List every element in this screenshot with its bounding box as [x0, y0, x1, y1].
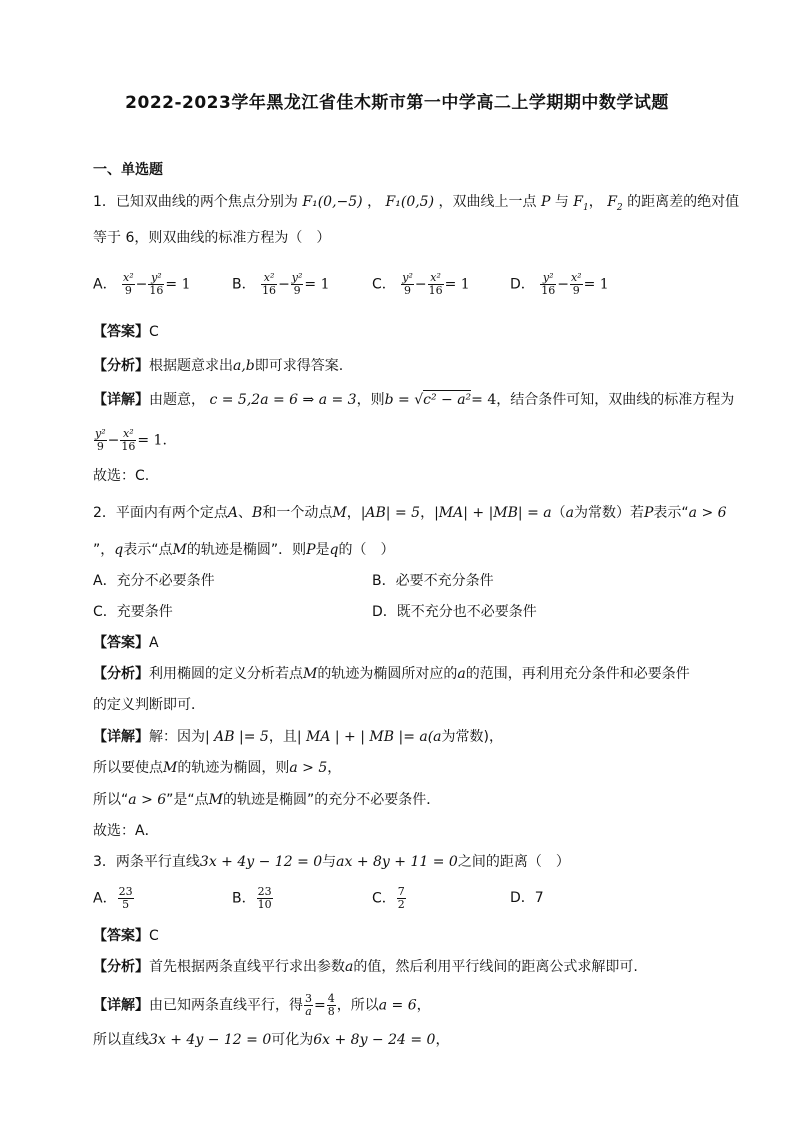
- q2-stem-text: 是: [315, 542, 330, 558]
- denominator: a: [305, 1005, 312, 1018]
- q1-focus-1: F₁(0,−5): [302, 194, 363, 210]
- separator: ，: [420, 505, 435, 521]
- q1-option-a: A． $\frac{\text{x²}}{9}$ − $\frac{\text{y²}}{16}$ = 1: [93, 271, 191, 297]
- fraction: [397, 886, 406, 911]
- option-letter: D．: [510, 276, 535, 293]
- math-a: a: [345, 959, 354, 975]
- q3-answer: [93, 926, 159, 946]
- denominator: 9: [293, 284, 301, 297]
- analysis-text: 的轨迹为椭圆所对应的: [317, 666, 458, 682]
- detail-text: 的轨迹为椭圆，则: [177, 760, 290, 776]
- section-header: 一、单选题: [93, 162, 163, 178]
- q2-option-b: B．必要不充分条件: [372, 573, 494, 589]
- detail-text: 所以要使点: [93, 760, 163, 776]
- fraction: [570, 272, 583, 297]
- q1-separator: ，: [367, 194, 382, 210]
- denominator: 9: [96, 440, 104, 453]
- fraction: [401, 272, 414, 297]
- q2-stem-line1: [93, 503, 727, 523]
- q1-focus-2: F₁(0,5): [385, 194, 435, 210]
- fraction: [261, 272, 277, 297]
- point-m: M: [303, 666, 318, 682]
- detail-text: ，所以: [336, 997, 379, 1014]
- numerator: x²: [261, 272, 277, 285]
- math-line-2: ax + 8y + 11 = 0: [336, 854, 458, 870]
- answer-value: C: [149, 928, 159, 944]
- numerator: y²: [148, 272, 164, 285]
- q2-stem-text: （: [551, 505, 566, 521]
- math-p: P: [643, 505, 654, 521]
- q1-stem-line2: 等于 6，则双曲线的标准方程为（ ）: [93, 230, 331, 246]
- q3-stem-text: 3．两条平行直线: [93, 854, 200, 870]
- fraction: [291, 272, 304, 297]
- q1-f2-label: $F_2$: [607, 194, 623, 213]
- numerator: 7: [397, 885, 405, 898]
- equals-one: = 1.: [137, 432, 167, 449]
- denominator: 9: [124, 284, 132, 297]
- q1-stem-text: 与: [554, 194, 569, 210]
- math-expression: c = 5,2a = 6 ⇒ a = 3: [209, 392, 357, 408]
- math-a: a: [565, 505, 574, 521]
- denominator: 9: [572, 284, 580, 297]
- equals-one: = 1: [444, 276, 470, 293]
- point-m: M: [208, 792, 224, 808]
- math-q: q: [329, 542, 339, 558]
- option-letter: A．: [93, 890, 117, 907]
- q2-stem-text: 的轨迹是椭圆”．则: [186, 542, 307, 558]
- detail-text: 为常数)，: [441, 729, 503, 745]
- detail-text: ，结合条件可知，双曲线的标准方程为: [496, 392, 735, 408]
- option-letter: C．: [372, 276, 396, 293]
- answer-value: C: [149, 324, 159, 340]
- detail-text: 由题意，: [149, 392, 205, 408]
- q3-stem-text: 之间的距离（ ）: [457, 854, 570, 870]
- q1-stem-text: ，双曲线上一点: [438, 194, 537, 210]
- denominator: 8: [327, 1005, 335, 1018]
- point-m: M: [163, 760, 178, 776]
- denominator: 16: [149, 284, 164, 297]
- numerator: 23: [118, 885, 133, 898]
- detail-text: 的轨迹是椭圆”的充分不必要条件．: [223, 792, 441, 808]
- denominator: 16: [541, 284, 556, 297]
- analysis-text: 利用椭圆的定义分析若点: [149, 666, 303, 682]
- q1-option-c: C． $\frac{\text{y²}}{9}$ − $\frac{\text{x²}}{16}$ = 1: [372, 271, 470, 297]
- detail-text: 由已知两条直线平行，得: [149, 997, 303, 1014]
- numerator: x²: [428, 272, 444, 285]
- analysis-text: 的范围，再利用充分条件和必要条件: [465, 666, 690, 682]
- q2-stem-text: 表示“: [653, 505, 689, 521]
- option-letter: A．: [93, 276, 117, 293]
- denominator: 16: [428, 284, 443, 297]
- fraction: [304, 993, 313, 1018]
- denominator: 5: [122, 898, 130, 911]
- denominator: 16: [262, 284, 277, 297]
- q2-detail: [93, 727, 503, 747]
- q3-stem-text: 与: [322, 854, 337, 870]
- numerator: y²: [95, 427, 106, 440]
- point-m: M: [172, 542, 187, 558]
- equals-one: = 1: [304, 276, 330, 293]
- q2-analysis-line2: 的定义判断即可．: [93, 697, 205, 713]
- q1-stem-line1: 1．已知双曲线的两个焦点分别为 F₁(0,−5) ， F₁(0,5) ，双曲线上一点 P 与 $F_1$， $F_2$ 的距离差的绝对值: [93, 194, 740, 213]
- math-q: q: [114, 542, 124, 558]
- detail-text: 解：因为: [149, 729, 205, 745]
- option-letter: C．: [372, 890, 396, 907]
- math-expression: a > 6: [688, 505, 727, 521]
- point-a: A: [227, 505, 239, 521]
- option-letter: B．: [232, 276, 256, 293]
- fraction: [327, 993, 336, 1018]
- separator: ，: [346, 505, 361, 521]
- q1-stem-text: 1．已知双曲线的两个焦点分别为: [93, 194, 298, 210]
- numerator: 23: [257, 885, 272, 898]
- q2-option-c: C．充要条件: [93, 604, 173, 620]
- math-expression: |AB| = 5: [360, 505, 421, 521]
- numerator: y²: [540, 272, 556, 285]
- sqrt-content: c² − a²: [423, 392, 472, 408]
- q2-stem-text: 和一个动点: [262, 505, 333, 521]
- analysis-text: 即可求得答案.: [254, 358, 344, 374]
- detail-text: 可化为: [271, 1032, 314, 1048]
- detail-tag: 【详解】: [93, 392, 149, 408]
- numerator: y²: [291, 271, 303, 284]
- option-letter: B．: [232, 890, 256, 907]
- separator: 、: [238, 505, 253, 521]
- q2-stem-line2: [93, 540, 395, 560]
- math-a: a: [457, 666, 466, 682]
- detail-text: 所以“: [93, 792, 129, 808]
- detail-text: ，: [435, 1032, 450, 1048]
- denominator: 2: [397, 898, 405, 911]
- equals-one: = 1: [165, 276, 191, 293]
- detail-text: ”是“点: [166, 792, 209, 808]
- numerator: x²: [570, 271, 582, 284]
- fraction: [94, 428, 107, 453]
- analysis-tag: 【分析】: [93, 959, 149, 975]
- detail-text: ，则: [356, 392, 385, 408]
- q1-stem-text: 的距离差的绝对值: [627, 194, 740, 210]
- q3-option-c: [372, 886, 407, 911]
- point-m: M: [332, 505, 347, 521]
- detail-tag: 【详解】: [93, 997, 149, 1014]
- fraction: [148, 272, 164, 297]
- fraction: [428, 272, 444, 297]
- numerator: y²: [402, 271, 413, 284]
- q3-detail-step: [93, 1030, 449, 1050]
- math-expression: a = 6: [378, 997, 417, 1014]
- q2-stem-text: 的（ ）: [338, 542, 395, 558]
- math-expression: = 4: [471, 392, 497, 408]
- q2-conclusion: 故选：A．: [93, 823, 159, 839]
- fraction: [257, 886, 273, 911]
- q3-stem: [93, 852, 570, 872]
- detail-text: 所以直线: [93, 1032, 149, 1048]
- q3-option-b: [232, 886, 274, 911]
- equals-one: = 1: [583, 276, 609, 293]
- q3-option-d: D．7: [510, 890, 544, 906]
- analysis-text: 首先根据两条直线平行求出参数: [149, 959, 345, 975]
- numerator: 4: [327, 992, 335, 1005]
- math-p: P: [306, 542, 316, 558]
- q1-conclusion: 故选：C.: [93, 468, 150, 484]
- fraction: [120, 428, 136, 453]
- q2-stem-text: ”，: [93, 542, 115, 558]
- q1-option-d: D． $\frac{\text{y²}}{16}$ − $\frac{\text{x²}}{9}$ = 1: [510, 271, 609, 297]
- answer-tag: 【答案】: [93, 324, 149, 340]
- numerator: x²: [123, 271, 134, 284]
- math-expression: | MA | + | MB |= a(a: [296, 729, 442, 745]
- q1-analysis: [93, 356, 343, 376]
- math-line-2: 6x + 8y − 24 = 0: [313, 1032, 436, 1048]
- q1-point-p: P: [540, 194, 551, 210]
- math-expression: | AB |= 5: [205, 729, 269, 745]
- q2-stem-text: 表示“点: [123, 542, 173, 558]
- q2-detail-step2: [93, 790, 440, 810]
- denominator: 9: [404, 284, 412, 297]
- denominator: 10: [257, 898, 272, 911]
- answer-tag: 【答案】: [93, 635, 149, 651]
- detail-text: ，: [416, 997, 431, 1014]
- equals-sign: =: [314, 997, 326, 1014]
- q2-stem-text: 2．平面内有两个定点: [93, 505, 228, 521]
- q3-option-a: [93, 886, 135, 911]
- math-expression: a > 6: [128, 792, 167, 808]
- numerator: 3: [305, 992, 312, 1005]
- math-line-1: 3x + 4y − 12 = 0: [149, 1032, 272, 1048]
- q3-detail: [93, 993, 431, 1018]
- q2-detail-step1: [93, 758, 341, 778]
- answer-value: A: [149, 635, 159, 651]
- analysis-tag: 【分析】: [93, 666, 149, 682]
- math-line-1: 3x + 4y − 12 = 0: [199, 854, 323, 870]
- q1-detail-result: $\frac{\text{y²}}{9}$ − $\frac{\text{x²}}{16}$ = 1.: [95, 427, 167, 453]
- q2-option-d: D．既不充分也不必要条件: [372, 604, 537, 620]
- detail-tag: 【详解】: [93, 729, 149, 745]
- q2-stem-text: 为常数）若: [573, 505, 644, 521]
- analysis-text: 根据题意求出: [149, 358, 233, 374]
- fraction: [118, 886, 134, 911]
- math-expression: |MA| + |MB| = a: [434, 505, 552, 521]
- math-expression: b =: [384, 392, 415, 408]
- q2-answer: [93, 633, 159, 653]
- q1-detail: 【详解】由题意， c = 5,2a = 6 ⇒ a = 3，则b = √c² − a²= 4，结合条件可知，双曲线的标准方程为: [93, 392, 735, 408]
- q3-analysis: [93, 957, 638, 977]
- q1-option-b: B． $\frac{\text{x²}}{16}$ − $\frac{\text{y²}}{9}$ = 1: [232, 271, 330, 297]
- q2-option-a: A．充分不必要条件: [93, 573, 215, 589]
- numerator: x²: [120, 428, 136, 441]
- fraction: [122, 272, 135, 297]
- q1-f1-label: $F_1$: [573, 194, 589, 213]
- math-expression: a > 5: [289, 760, 328, 776]
- detail-text: ，且: [268, 729, 297, 745]
- detail-text: ，: [327, 760, 342, 776]
- q1-answer: [93, 322, 159, 342]
- math-ab: a,b: [233, 358, 255, 374]
- page-title: 2022-2023学年黑龙江省佳木斯市第一中学高二上学期期中数学试题: [125, 93, 669, 113]
- point-b: B: [252, 505, 263, 521]
- answer-tag: 【答案】: [93, 928, 149, 944]
- analysis-text: 的值，然后利用平行线间的距离公式求解即可.: [353, 959, 638, 975]
- fraction: [540, 272, 556, 297]
- q2-analysis: [93, 664, 690, 684]
- denominator: 16: [121, 440, 136, 453]
- analysis-tag: 【分析】: [93, 358, 149, 374]
